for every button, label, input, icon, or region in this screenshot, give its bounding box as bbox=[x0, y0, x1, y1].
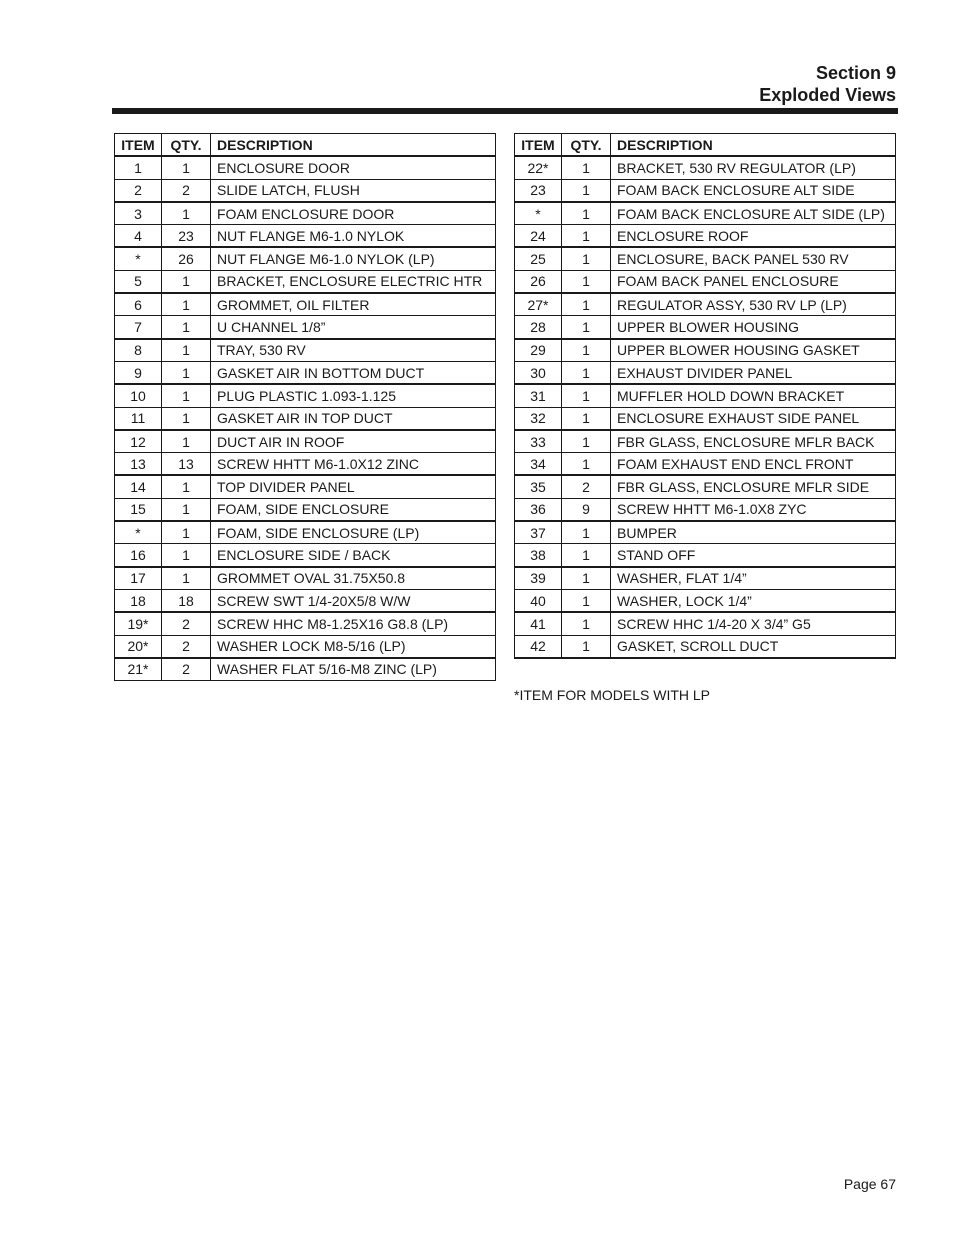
qty-cell: 1 bbox=[562, 361, 611, 384]
description-cell: GASKET, SCROLL DUCT bbox=[611, 635, 896, 658]
qty-cell: 1 bbox=[562, 544, 611, 567]
description-cell: GROMMET, OIL FILTER bbox=[211, 293, 496, 316]
item-cell: 21* bbox=[115, 658, 162, 681]
description-cell: EXHAUST DIVIDER PANEL bbox=[611, 361, 896, 384]
item-cell: 39 bbox=[515, 567, 562, 590]
item-cell: 26 bbox=[515, 270, 562, 293]
qty-cell: 9 bbox=[562, 498, 611, 521]
qty-cell: 1 bbox=[562, 567, 611, 590]
column-header-qty: QTY. bbox=[562, 134, 611, 157]
table-row bbox=[115, 612, 496, 635]
qty-cell: 1 bbox=[562, 179, 611, 202]
table-row bbox=[515, 293, 896, 316]
table-header-row bbox=[115, 134, 496, 157]
table-row bbox=[515, 384, 896, 407]
table-header-row bbox=[515, 134, 896, 157]
description-cell: FOAM ENCLOSURE DOOR bbox=[211, 202, 496, 225]
table-row bbox=[515, 202, 896, 225]
qty-cell: 1 bbox=[162, 498, 211, 521]
qty-cell: 1 bbox=[562, 270, 611, 293]
description-cell: TOP DIVIDER PANEL bbox=[211, 475, 496, 498]
description-cell: ENCLOSURE SIDE / BACK bbox=[211, 544, 496, 567]
description-cell: REGULATOR ASSY, 530 RV LP (LP) bbox=[611, 293, 896, 316]
table-row bbox=[515, 498, 896, 521]
qty-cell: 1 bbox=[562, 589, 611, 612]
description-cell: FOAM, SIDE ENCLOSURE bbox=[211, 498, 496, 521]
item-cell: 29 bbox=[515, 339, 562, 362]
description-cell: STAND OFF bbox=[611, 544, 896, 567]
qty-cell: 1 bbox=[562, 612, 611, 635]
qty-cell: 1 bbox=[562, 316, 611, 339]
qty-cell: 2 bbox=[162, 179, 211, 202]
qty-cell: 1 bbox=[562, 407, 611, 430]
item-cell: 25 bbox=[515, 247, 562, 270]
item-cell: 4 bbox=[115, 225, 162, 248]
qty-cell: 2 bbox=[562, 475, 611, 498]
qty-cell: 1 bbox=[562, 339, 611, 362]
section-header bbox=[759, 62, 896, 106]
qty-cell: 1 bbox=[162, 567, 211, 590]
item-cell: 16 bbox=[115, 544, 162, 567]
description-cell: ENCLOSURE DOOR bbox=[211, 156, 496, 179]
item-cell: 42 bbox=[515, 635, 562, 658]
item-cell: 23 bbox=[515, 179, 562, 202]
description-cell: UPPER BLOWER HOUSING bbox=[611, 316, 896, 339]
item-cell: 13 bbox=[115, 453, 162, 476]
description-cell: SCREW HHC 1/4-20 X 3/4” G5 bbox=[611, 612, 896, 635]
item-cell: * bbox=[115, 521, 162, 544]
table-row bbox=[115, 339, 496, 362]
item-cell: 22* bbox=[515, 156, 562, 179]
item-cell: 15 bbox=[115, 498, 162, 521]
item-cell: 30 bbox=[515, 361, 562, 384]
qty-cell: 1 bbox=[562, 156, 611, 179]
table-row bbox=[115, 521, 496, 544]
qty-cell: 1 bbox=[562, 635, 611, 658]
item-cell: 40 bbox=[515, 589, 562, 612]
description-cell: BRACKET, 530 RV REGULATOR (LP) bbox=[611, 156, 896, 179]
description-cell: BUMPER bbox=[611, 521, 896, 544]
table-row bbox=[515, 453, 896, 476]
table-row bbox=[515, 156, 896, 179]
item-cell: 11 bbox=[115, 407, 162, 430]
qty-cell: 1 bbox=[162, 316, 211, 339]
table-row bbox=[115, 316, 496, 339]
table-row bbox=[515, 544, 896, 567]
table-row bbox=[515, 589, 896, 612]
qty-cell: 1 bbox=[562, 453, 611, 476]
qty-cell: 1 bbox=[162, 293, 211, 316]
description-cell: GASKET AIR IN BOTTOM DUCT bbox=[211, 361, 496, 384]
table-row bbox=[115, 202, 496, 225]
item-cell: 34 bbox=[515, 453, 562, 476]
qty-cell: 1 bbox=[562, 430, 611, 453]
qty-cell: 1 bbox=[162, 521, 211, 544]
qty-cell: 1 bbox=[162, 361, 211, 384]
table-row bbox=[115, 247, 496, 270]
qty-cell: 1 bbox=[562, 202, 611, 225]
qty-cell: 1 bbox=[162, 407, 211, 430]
table-row bbox=[515, 316, 896, 339]
qty-cell: 2 bbox=[162, 658, 211, 681]
item-cell: 32 bbox=[515, 407, 562, 430]
qty-cell: 26 bbox=[162, 247, 211, 270]
description-cell: SCREW HHC M8-1.25X16 G8.8 (LP) bbox=[211, 612, 496, 635]
description-cell: PLUG PLASTIC 1.093-1.125 bbox=[211, 384, 496, 407]
qty-cell: 1 bbox=[162, 202, 211, 225]
item-cell: 31 bbox=[515, 384, 562, 407]
item-cell: 5 bbox=[115, 270, 162, 293]
qty-cell: 2 bbox=[162, 635, 211, 658]
qty-cell: 1 bbox=[562, 247, 611, 270]
qty-cell: 18 bbox=[162, 589, 211, 612]
page-number: Page 67 bbox=[843, 1176, 896, 1192]
table-row bbox=[115, 361, 496, 384]
qty-cell: 1 bbox=[562, 225, 611, 248]
description-cell: WASHER LOCK M8-5/16 (LP) bbox=[211, 635, 496, 658]
qty-cell: 1 bbox=[162, 384, 211, 407]
table-row bbox=[115, 225, 496, 248]
description-cell: FOAM, SIDE ENCLOSURE (LP) bbox=[211, 521, 496, 544]
qty-cell: 1 bbox=[162, 339, 211, 362]
description-cell: UPPER BLOWER HOUSING GASKET bbox=[611, 339, 896, 362]
item-cell: 10 bbox=[115, 384, 162, 407]
description-cell: SCREW SWT 1/4-20X5/8 W/W bbox=[211, 589, 496, 612]
qty-cell: 1 bbox=[162, 475, 211, 498]
description-cell: FOAM BACK PANEL ENCLOSURE bbox=[611, 270, 896, 293]
item-cell: 35 bbox=[515, 475, 562, 498]
qty-cell: 1 bbox=[162, 544, 211, 567]
column-header-description: DESCRIPTION bbox=[611, 134, 896, 157]
table-row bbox=[515, 430, 896, 453]
table-row bbox=[115, 475, 496, 498]
table-row bbox=[515, 339, 896, 362]
item-cell: 33 bbox=[515, 430, 562, 453]
item-cell: 18 bbox=[115, 589, 162, 612]
footnote: *ITEM FOR MODELS WITH LP bbox=[514, 687, 711, 703]
qty-cell: 1 bbox=[162, 270, 211, 293]
item-cell: 9 bbox=[115, 361, 162, 384]
item-cell: 19* bbox=[115, 612, 162, 635]
item-cell: 3 bbox=[115, 202, 162, 225]
column-header-item: ITEM bbox=[115, 134, 162, 157]
description-cell: FBR GLASS, ENCLOSURE MFLR BACK bbox=[611, 430, 896, 453]
table-row bbox=[115, 589, 496, 612]
qty-cell: 1 bbox=[162, 430, 211, 453]
qty-cell: 23 bbox=[162, 225, 211, 248]
table-row bbox=[115, 407, 496, 430]
description-cell: ENCLOSURE, BACK PANEL 530 RV bbox=[611, 247, 896, 270]
column-header-item: ITEM bbox=[515, 134, 562, 157]
description-cell: WASHER, FLAT 1/4” bbox=[611, 567, 896, 590]
table-row bbox=[515, 270, 896, 293]
description-cell: GASKET AIR IN TOP DUCT bbox=[211, 407, 496, 430]
table-row bbox=[515, 247, 896, 270]
description-cell: NUT FLANGE M6-1.0 NYLOK bbox=[211, 225, 496, 248]
qty-cell: 13 bbox=[162, 453, 211, 476]
description-cell: FOAM EXHAUST END ENCL FRONT bbox=[611, 453, 896, 476]
table-row bbox=[115, 567, 496, 590]
description-cell: SCREW HHTT M6-1.0X12 ZINC bbox=[211, 453, 496, 476]
item-cell: 36 bbox=[515, 498, 562, 521]
table-row bbox=[115, 156, 496, 179]
table-row bbox=[515, 225, 896, 248]
description-cell: DUCT AIR IN ROOF bbox=[211, 430, 496, 453]
description-cell: ENCLOSURE EXHAUST SIDE PANEL bbox=[611, 407, 896, 430]
description-cell: BRACKET, ENCLOSURE ELECTRIC HTR bbox=[211, 270, 496, 293]
section-number: Section 9 bbox=[815, 63, 896, 83]
table-row bbox=[515, 567, 896, 590]
table-row bbox=[515, 635, 896, 658]
table-row bbox=[515, 361, 896, 384]
description-cell: FOAM BACK ENCLOSURE ALT SIDE (LP) bbox=[611, 202, 896, 225]
column-header-description: DESCRIPTION bbox=[211, 134, 496, 157]
qty-cell: 1 bbox=[562, 384, 611, 407]
qty-cell: 1 bbox=[562, 521, 611, 544]
item-cell: 38 bbox=[515, 544, 562, 567]
qty-cell: 1 bbox=[162, 156, 211, 179]
table-row bbox=[515, 179, 896, 202]
item-cell: 24 bbox=[515, 225, 562, 248]
table-row bbox=[115, 384, 496, 407]
item-cell: 6 bbox=[115, 293, 162, 316]
table-row bbox=[115, 453, 496, 476]
column-header-qty: QTY. bbox=[162, 134, 211, 157]
description-cell: FOAM BACK ENCLOSURE ALT SIDE bbox=[611, 179, 896, 202]
description-cell: SCREW HHTT M6-1.0X8 ZYC bbox=[611, 498, 896, 521]
item-cell: 17 bbox=[115, 567, 162, 590]
item-cell: 1 bbox=[115, 156, 162, 179]
description-cell: WASHER FLAT 5/16-M8 ZINC (LP) bbox=[211, 658, 496, 681]
description-cell: MUFFLER HOLD DOWN BRACKET bbox=[611, 384, 896, 407]
description-cell: ENCLOSURE ROOF bbox=[611, 225, 896, 248]
qty-cell: 2 bbox=[162, 612, 211, 635]
item-cell: 2 bbox=[115, 179, 162, 202]
item-cell: 28 bbox=[515, 316, 562, 339]
table-row bbox=[115, 270, 496, 293]
description-cell: WASHER, LOCK 1/4” bbox=[611, 589, 896, 612]
description-cell: FBR GLASS, ENCLOSURE MFLR SIDE bbox=[611, 475, 896, 498]
description-cell: NUT FLANGE M6-1.0 NYLOK (LP) bbox=[211, 247, 496, 270]
header-rule bbox=[112, 108, 898, 114]
parts-table-right bbox=[514, 133, 896, 659]
table-row bbox=[115, 293, 496, 316]
item-cell: 14 bbox=[115, 475, 162, 498]
table-row bbox=[115, 498, 496, 521]
table-row bbox=[115, 430, 496, 453]
description-cell: SLIDE LATCH, FLUSH bbox=[211, 179, 496, 202]
table-row bbox=[515, 407, 896, 430]
item-cell: 8 bbox=[115, 339, 162, 362]
section-title: Exploded Views bbox=[759, 85, 896, 105]
description-cell: TRAY, 530 RV bbox=[211, 339, 496, 362]
table-row bbox=[515, 612, 896, 635]
table-row bbox=[115, 544, 496, 567]
item-cell: 41 bbox=[515, 612, 562, 635]
table-row bbox=[515, 475, 896, 498]
item-cell: 27* bbox=[515, 293, 562, 316]
item-cell: * bbox=[515, 202, 562, 225]
parts-table-left bbox=[114, 133, 496, 681]
qty-cell: 1 bbox=[562, 293, 611, 316]
item-cell: * bbox=[115, 247, 162, 270]
description-cell: U CHANNEL 1/8” bbox=[211, 316, 496, 339]
table-row bbox=[115, 179, 496, 202]
description-cell: GROMMET OVAL 31.75X50.8 bbox=[211, 567, 496, 590]
item-cell: 20* bbox=[115, 635, 162, 658]
table-row bbox=[115, 658, 496, 681]
item-cell: 12 bbox=[115, 430, 162, 453]
table-row bbox=[515, 521, 896, 544]
item-cell: 7 bbox=[115, 316, 162, 339]
table-row bbox=[115, 635, 496, 658]
item-cell: 37 bbox=[515, 521, 562, 544]
